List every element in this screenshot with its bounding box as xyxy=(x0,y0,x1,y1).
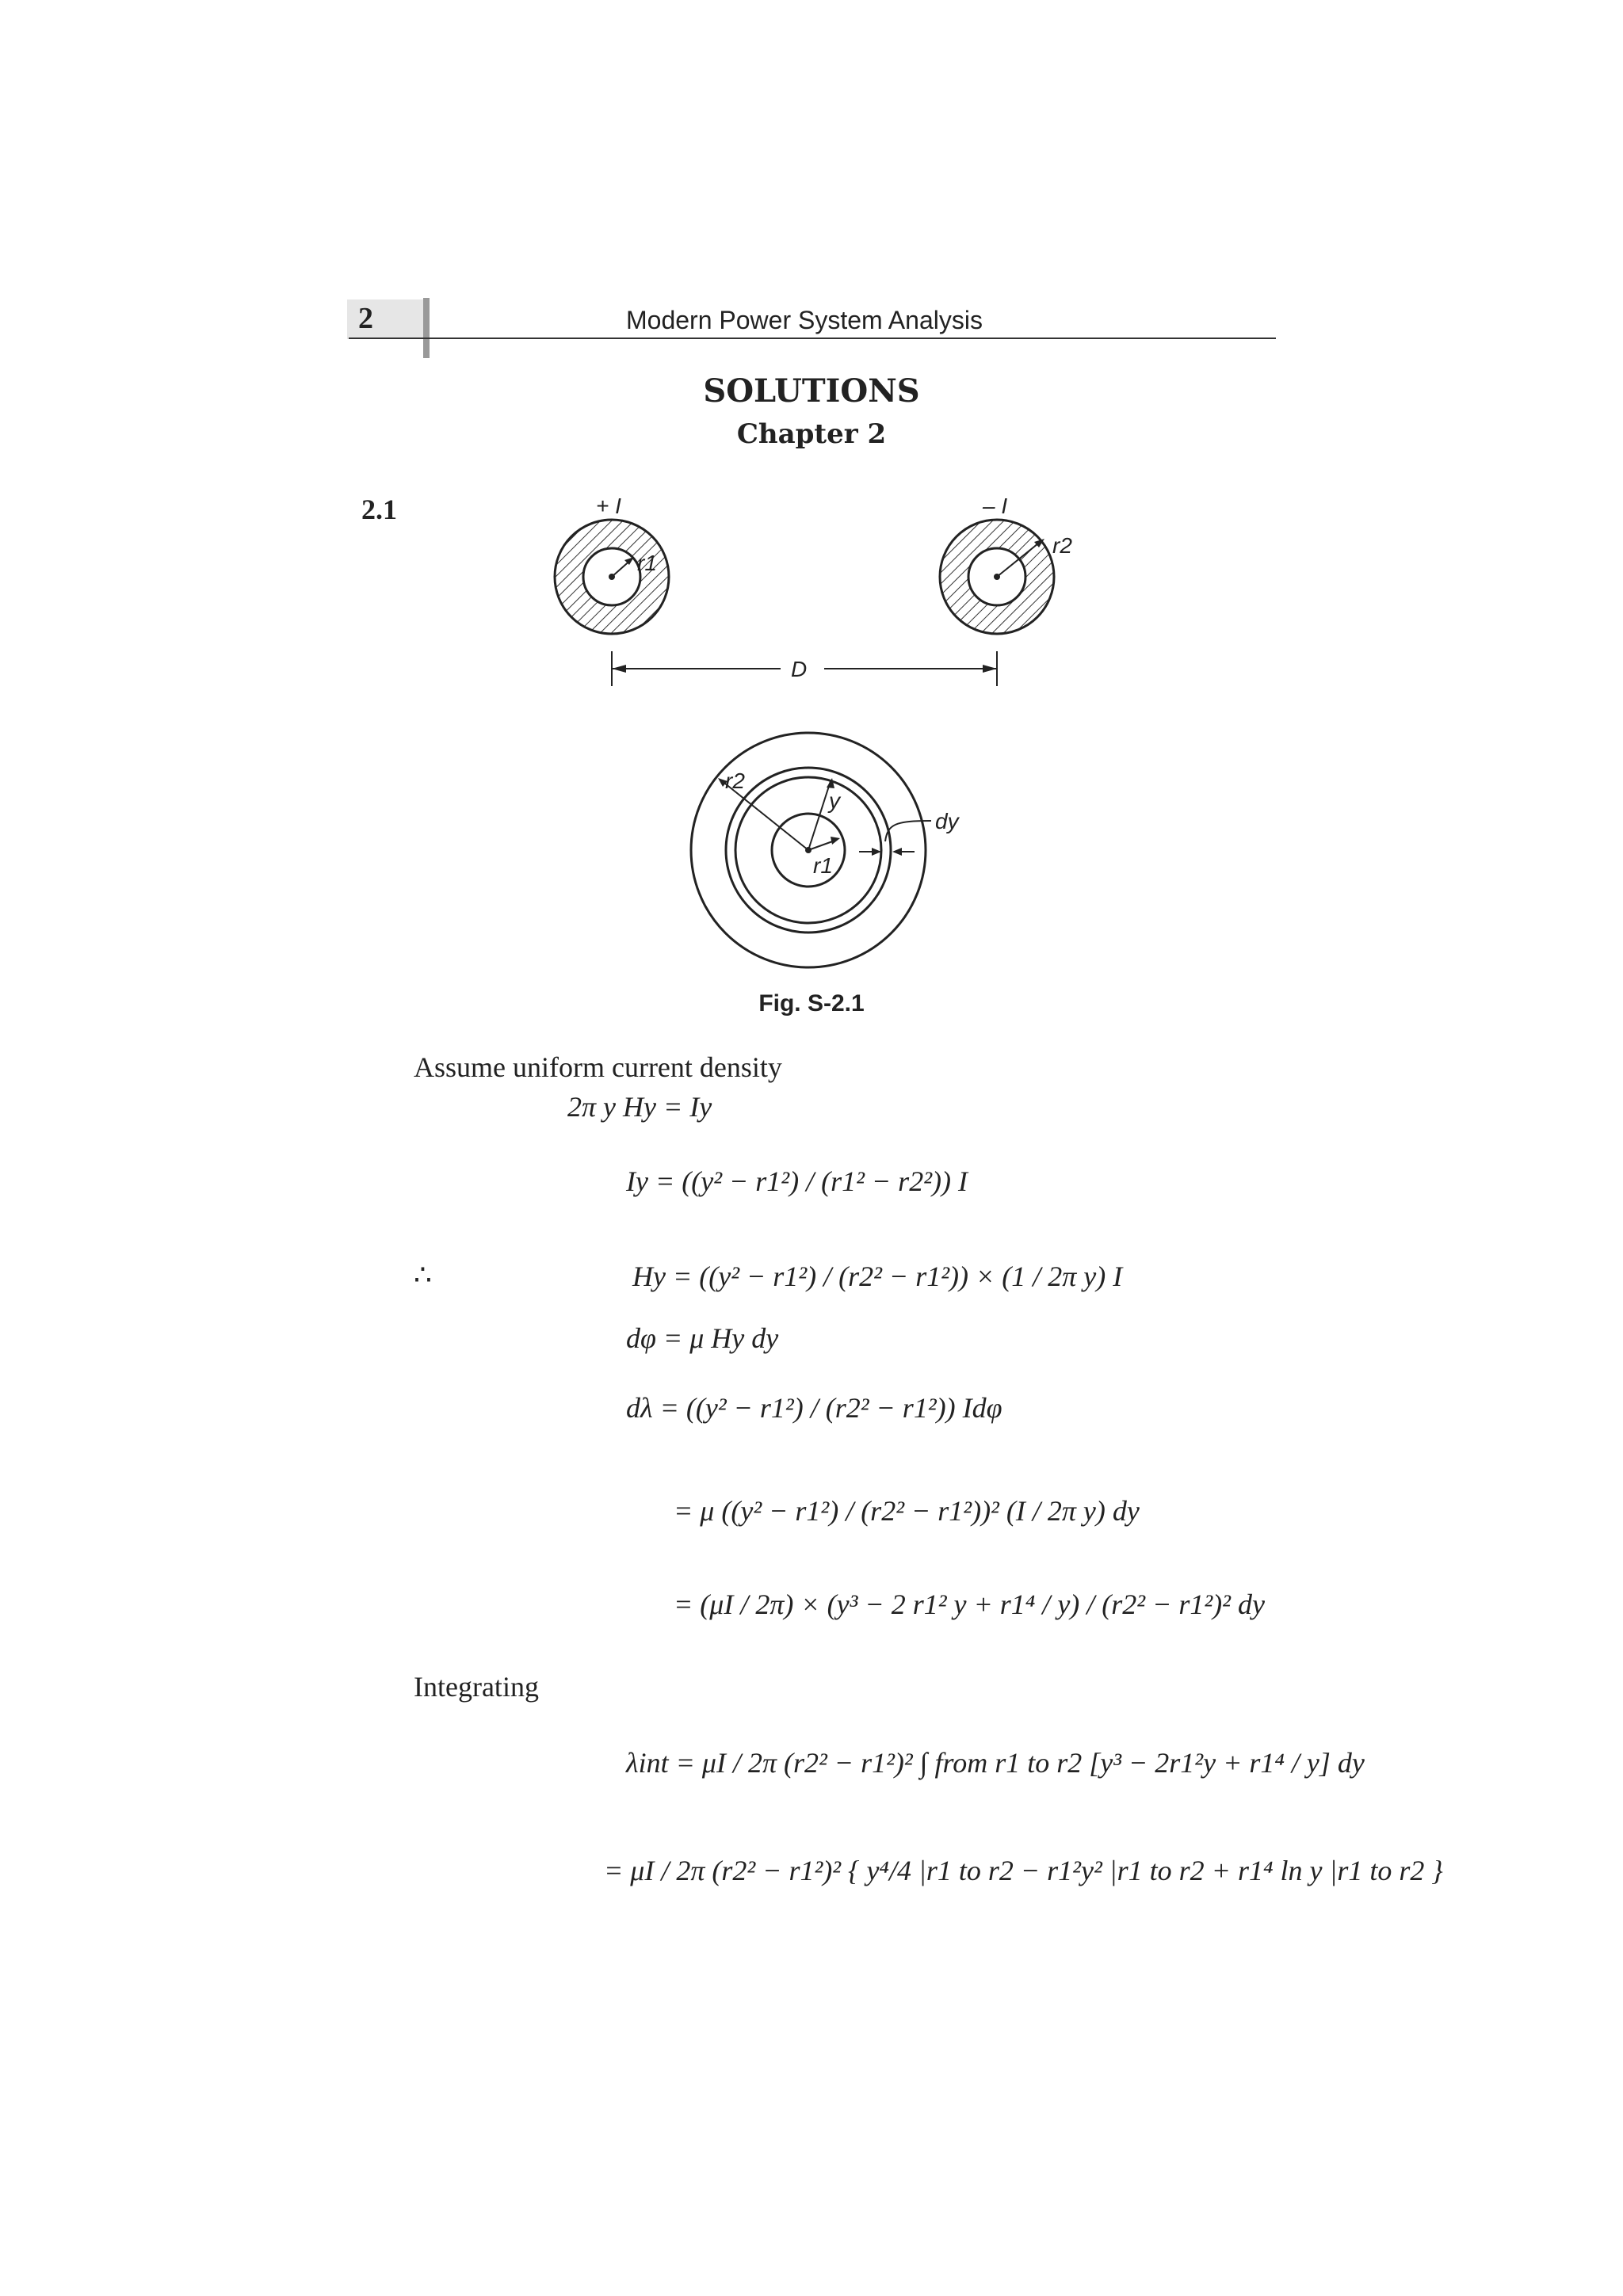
equation-5: dλ = ((y² − r1²) / (r2² − r1²)) Idφ xyxy=(626,1392,1002,1424)
left-conductor xyxy=(555,520,669,634)
integrating-text: Integrating xyxy=(414,1671,539,1703)
figure-caption: Fig. S-2.1 xyxy=(758,990,865,1016)
assumption-text: Assume uniform current density xyxy=(414,1051,782,1083)
minus-current-label: – I xyxy=(983,494,1008,518)
r2-label-right: r2 xyxy=(1052,533,1072,558)
plus-current-label: + I xyxy=(596,494,621,518)
equation-4: dφ = μ Hy dy xyxy=(626,1322,779,1354)
problem-number: 2.1 xyxy=(361,494,397,525)
equation-3: Hy = ((y² − r1²) / (r2² − r1²)) × (1 / 2π y) I xyxy=(632,1261,1123,1292)
therefore-symbol: ∴ xyxy=(414,1259,432,1291)
equation-1: 2π y Hy = Iy xyxy=(567,1091,712,1123)
dy-label: dy xyxy=(935,809,959,833)
r1-label-left: r1 xyxy=(637,551,657,575)
figure-s-2-1 xyxy=(0,0,1623,1030)
chapter-title: Chapter 2 xyxy=(736,418,887,450)
r1-label-detail: r1 xyxy=(813,853,833,878)
equation-6: = μ ((y² − r1²) / (r2² − r1²))² (I / 2π y) dy xyxy=(674,1495,1140,1527)
right-conductor xyxy=(940,520,1054,634)
y-label: y xyxy=(829,788,840,813)
equation-2: Iy = ((y² − r1²) / (r1² − r2²)) I xyxy=(626,1165,968,1197)
distance-label: D xyxy=(791,657,808,681)
page-number: 2 xyxy=(358,302,373,335)
r2-label-detail: r2 xyxy=(725,769,745,793)
equation-9: = μI / 2π (r2² − r1²)² { y⁴/4 |r1 to r2 − r1²y² |r1 to r2 + r1⁴ ln y |r1 to r2 } xyxy=(604,1855,1443,1886)
book-title: Modern Power System Analysis xyxy=(626,306,983,334)
equation-8: λint = μI / 2π (r2² − r1²)² ∫ from r1 to r2 [y³ − 2r1²y + r1⁴ / y] dy xyxy=(626,1747,1365,1779)
equation-7: = (μI / 2π) × (y³ − 2 r1² y + r1⁴ / y) / (r2² − r1²)² dy xyxy=(674,1589,1265,1620)
section-title: SOLUTIONS xyxy=(703,372,920,410)
